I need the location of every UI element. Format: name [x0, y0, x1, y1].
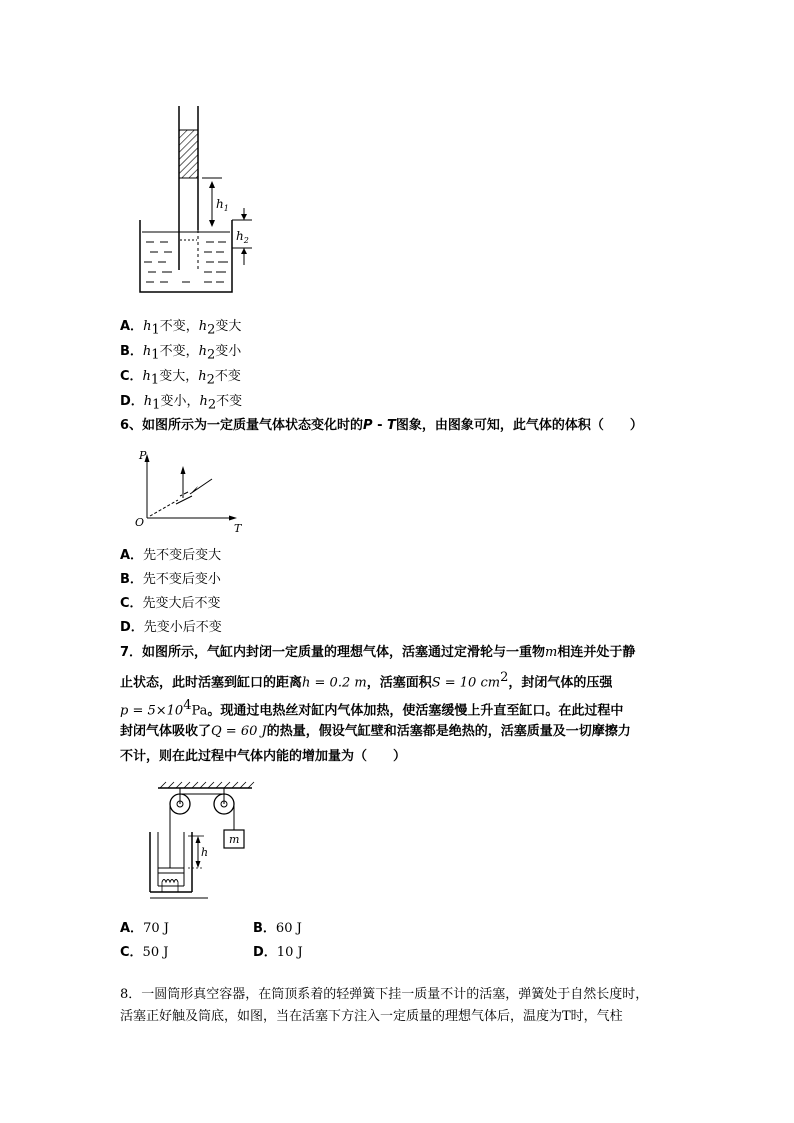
q7-option-a[interactable]: A．70 J: [120, 921, 169, 936]
q7-stem-line-4: 封闭气体吸收了Q = 60 J的热量，假设气缸壁和活塞都是绝热的，活塞质量及一切摩擦力: [120, 724, 631, 739]
q5-option-a[interactable]: A．$h_1$不变，$h_2$变大: [120, 319, 242, 338]
q5-tube-figure: [132, 100, 272, 300]
q8-stem-line-2: 活塞正好触及筒底，如图，当在活塞下方注入一定质量的理想气体后，温度为T时，气柱: [120, 1009, 623, 1024]
q6-origin-label: O: [135, 516, 145, 529]
q5-option-c[interactable]: C．$h_1$变大，$h_2$不变: [120, 369, 241, 388]
q7-mass-label: m: [229, 833, 240, 846]
q7-option-d[interactable]: D．10 J: [253, 945, 303, 960]
q7-stem-line-5: 不计，则在此过程中气体内能的增加量为（ ）: [120, 749, 407, 764]
q7-cylinder-figure: [128, 774, 268, 910]
q5-option-d[interactable]: D．$h_1$变小，$h_2$不变: [120, 394, 243, 413]
q6-option-a[interactable]: A．先不变后变大: [120, 548, 222, 563]
q7-stem-line-1: 7．如图所示，气缸内封闭一定质量的理想气体，活塞通过定滑轮与一重物m相连并处于静: [120, 645, 636, 660]
q8-stem-line-1: 8．一圆筒形真空容器，在筒顶系着的轻弹簧下挂一质量不计的活塞，弹簧处于自然长度时，: [120, 987, 649, 1002]
q6-pt-graph: [128, 446, 254, 538]
q5-h2-label: $h_2$: [236, 229, 249, 245]
q7-option-c[interactable]: C．50 J: [120, 945, 169, 960]
q6-y-axis-label: P: [139, 449, 147, 462]
q5-h1-label: $h_1$: [216, 197, 229, 213]
q6-option-b[interactable]: B．先不变后变小: [120, 572, 221, 587]
q7-option-b[interactable]: B．60 J: [253, 921, 302, 936]
q5-option-b[interactable]: B．$h_1$不变，$h_2$变小: [120, 344, 242, 363]
q6-x-axis-label: T: [234, 522, 242, 535]
q7-stem-line-2: 止状态，此时活塞到缸口的距离h = 0.2 m，活塞面积S = 10 $cm^2$，封闭气体的压强: [120, 670, 613, 691]
q6-stem: 6、如图所示为一定质量气体状态变化时的P - T图象，由图象可知，此气体的体积（ ）: [120, 418, 643, 433]
q6-option-d[interactable]: D．先变小后不变: [120, 620, 222, 635]
q6-option-c[interactable]: C．先变大后不变: [120, 596, 221, 611]
q7-h-label: h: [201, 846, 209, 859]
q7-stem-line-3: $p = 5\times 10^4Pa$。现通过电热丝对缸内气体加热，使活塞缓慢上升直至缸口。在此过程中: [120, 698, 624, 719]
